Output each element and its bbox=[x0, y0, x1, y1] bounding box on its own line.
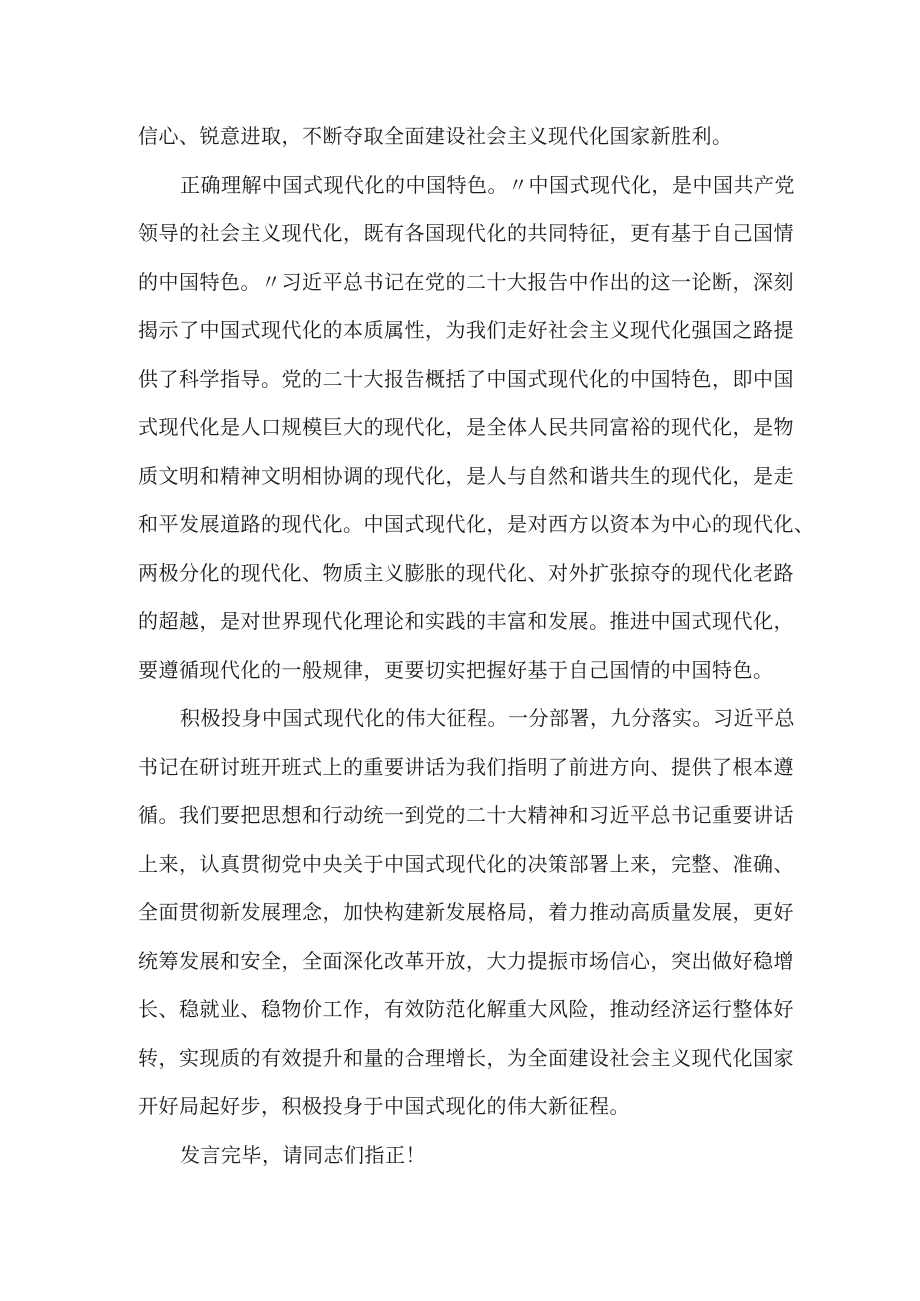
text-line: 和平发展道路的现代化。中国式现代化，是对西方以资本为中心的现代化、 bbox=[138, 512, 815, 536]
paragraph bbox=[138, 161, 815, 695]
text-line: 信心、锐意进取，不断夺取全面建设社会主义现代化国家新胜利。 bbox=[138, 124, 733, 148]
text-line: 上来，认真贯彻党中央关于中国式现代化的决策部署上来，完整、准确、 bbox=[138, 851, 794, 876]
paragraph bbox=[138, 112, 788, 161]
text-line: 积极投身中国式现代化的伟大征程。一分部署，九分落实。习近平总 bbox=[180, 706, 795, 730]
text-line: 书记在研讨班开班式上的重要讲话为我们指明了前进方向、提供了根本遵 bbox=[138, 754, 794, 779]
text-line: 的中国特色。〃习近平总书记在党的二十大报告中作出的这一论断，深刻 bbox=[138, 269, 794, 294]
paragraph bbox=[138, 1131, 788, 1180]
text-line: 领导的社会主义现代化，既有各国现代化的共同特征，更有基于自己国情 bbox=[138, 221, 794, 245]
text-line: 正确理解中国式现代化的中国特色。〃中国式现代化，是中国共产党 bbox=[180, 172, 795, 197]
document-body bbox=[138, 112, 815, 1179]
text-line: 揭示了中国式现代化的本质属性，为我们走好社会主义现代化强国之路提 bbox=[138, 318, 794, 342]
text-line: 开好局起好步，积极投身于中国式现化的伟大新征程。 bbox=[138, 1094, 630, 1118]
text-line: 的超越，是对世界现代化理论和实践的丰富和发展。推进中国式现代化， bbox=[138, 609, 794, 633]
text-line: 长、稳就业、稳物价工作，有效防范化解重大风险，推动经济运行整体好 bbox=[138, 997, 794, 1021]
text-line: 两极分化的现代化、物质主义膨胀的现代化、对外扩张掠夺的现代化老路 bbox=[138, 560, 794, 585]
text-line: 质文明和精神文明相协调的现代化，是人与自然和谐共生的现代化，是走 bbox=[138, 463, 794, 488]
text-line: 转，实现质的有效提升和量的合理增长，为全面建设社会主义现代化国家 bbox=[138, 1045, 794, 1070]
paragraph bbox=[138, 694, 795, 1131]
text-line: 发言完毕，请同志们指正！ bbox=[180, 1142, 426, 1167]
text-line: 供了科学指导。党的二十大报告概括了中国式现代化的中国特色，即中国 bbox=[138, 366, 794, 391]
text-line: 式现代化是人口规模巨大的现代化，是全体人民共同富裕的现代化，是物 bbox=[138, 415, 794, 439]
text-line: 要遵循现代化的一般规律，更要切实把握好基于自己国情的中国特色。 bbox=[138, 657, 774, 682]
text-line: 循。我们要把思想和行动统一到党的二十大精神和习近平总书记重要讲话 bbox=[138, 803, 794, 827]
text-line: 统筹发展和安全，全面深化改革开放，大力提振市场信心，突出做好稳增 bbox=[138, 948, 794, 973]
text-line: 全面贯彻新发展理念，加快构建新发展格局，着力推动高质量发展，更好 bbox=[138, 900, 794, 924]
